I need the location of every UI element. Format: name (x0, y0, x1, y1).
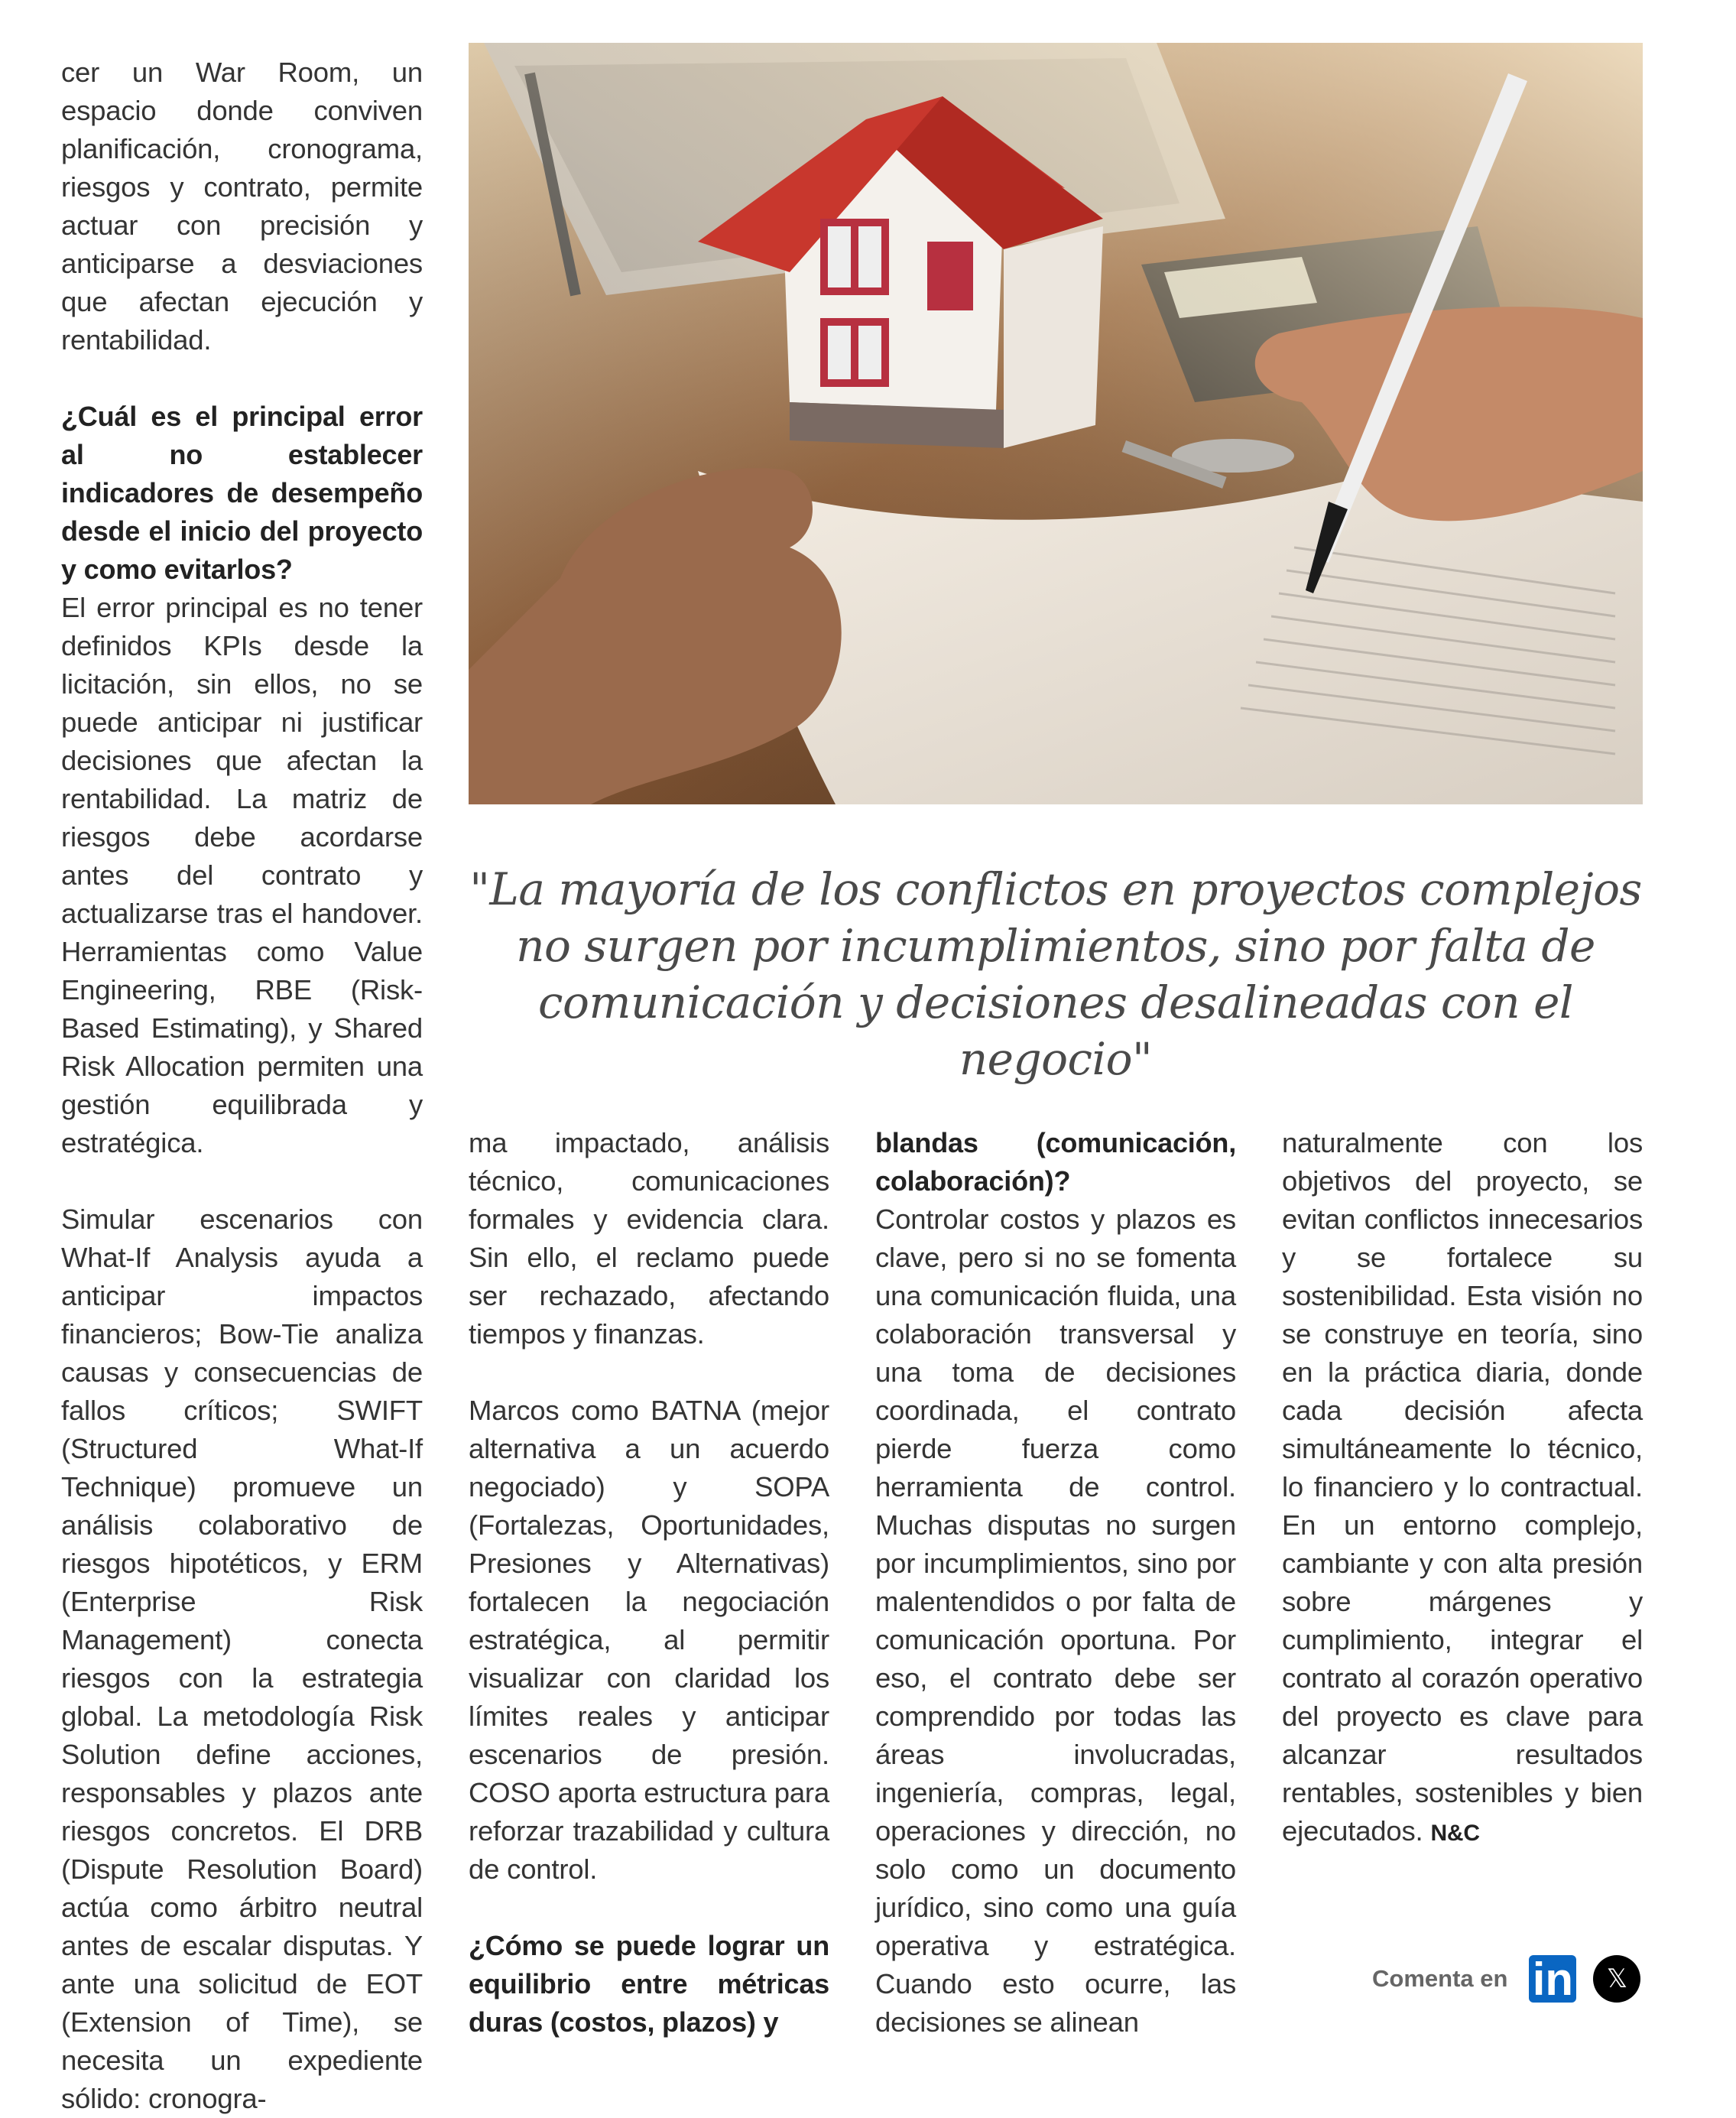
paragraph: Simular escenarios con What-If Analysis ayuda a anticipar impactos financieros; Bow-Tie analiza causas y consecuencias de fallos críticos; SWIFT (Structured What-If Technique) promueve un análisis colaborativo de riesgos hipotéticos, y ERM (Enterprise Risk Management) conecta riesgos con la estrategia global. La metodología Risk Solution define acciones, responsables y plazos ante riesgos concretos. El DRB (Dispute Resolution Board) actúa como árbitro neutral antes de escalar disputas. Y ante una solicitud de EOT (Extension of Time), se necesita un expediente sólido: cronogra- (61, 1204, 423, 2114)
linkedin-glyph: in (1532, 1955, 1574, 2003)
house-contract-illustration (469, 43, 1643, 804)
paragraph: Marcos como BATNA (mejor alternativa a un acuerdo negociado) y SOPA (Fortalezas, Oportunidades, Presiones y Alternativas) fortalecen la negociación estratégica, al permitir visualizar con claridad los límites reales y anticipar escenarios de presión. COSO aporta estructura para reforzar trazabilidad y cultura de control. (469, 1395, 829, 1885)
article-column-2 (469, 1124, 829, 2042)
hero-photo (469, 43, 1643, 804)
comment-footer (1372, 1950, 1640, 2008)
signoff-mark: N&C (1430, 1821, 1480, 1846)
paragraph (1282, 1124, 1643, 1853)
question-heading: blandas (comunicación, colaboración)? (875, 1127, 1236, 1197)
question-heading: ¿Cómo se puede lograr un equilibrio entre métricas duras (costos, plazos) y (469, 1930, 829, 2038)
paragraph: cer un War Room, un espacio donde conviven planificación, cronograma, riesgos y contrato, permite actuar con precisión y anticiparse a desviaciones que afectan ejecución y rentabilidad. (61, 57, 423, 356)
paragraph-text: naturalmente con los objetivos del proyecto, se evitan conflictos innecesarios y se fortalece su sostenibilidad. Esta visión no se construye en teoría, sino en la práctica diaria, donde cada decisión afecta simultáneamente lo técnico, lo financiero y lo contractual. En un entorno complejo, cambiante y con alta presión sobre márgenes y cumplimiento, integrar el contrato al corazón operativo del proyecto es clave para alcanzar resultados rentables, sostenibles y bien ejecutados. (1282, 1127, 1643, 1847)
question-heading: ¿Cuál es el principal error al no establecer indicadores de desempeño desde el inicio del proyecto y como evitarlos? (61, 401, 423, 585)
article-column-4 (1282, 1124, 1643, 1853)
x-icon[interactable] (1593, 1955, 1640, 2003)
paragraph: ma impactado, análisis técnico, comunicaciones formales y evidencia clara. Sin ello, el reclamo puede ser rechazado, afectando tiempos y finanzas. (469, 1127, 829, 1350)
linkedin-icon[interactable] (1529, 1955, 1576, 2003)
x-glyph: 𝕏 (1606, 1964, 1628, 1994)
article-column-1 (61, 54, 423, 2118)
article-column-3 (875, 1124, 1236, 2042)
comment-label: Comenta en (1372, 1965, 1508, 1992)
paragraph: Controlar costos y plazos es clave, pero si no se fomenta una comunicación fluida, una colaboración transversal y una toma de decisiones coordinada, el contrato pierde fuerza como herramienta de control. Muchas disputas no surgen por incumplimientos, sino por malentendidos o por falta de comunicación oportuna. Por eso, el contrato debe ser comprendido por todas las áreas involucradas, ingeniería, compras, legal, operaciones y dirección, no solo como un documento jurídico, sino como una guía operativa y estratégica. Cuando esto ocurre, las decisiones se alinean (875, 1204, 1236, 2038)
pull-quote: "La mayoría de los conflictos en proyectos complejos no surgen por incumplimientos, sino por falta de comunicación y decisiones desalineadas con el negocio" (469, 863, 1642, 1085)
paragraph: El error principal es no tener definidos KPIs desde la licitación, sin ellos, no se puede anticipar ni justificar decisiones que afectan la rentabilidad. La matriz de riesgos debe acordarse antes del contrato y actualizarse tras el handover. Herramientas como Value Engineering, RBE (Risk-Based Estimating), y Shared Risk Allocation permiten una gestión equilibrada y estratégica. (61, 592, 423, 1158)
